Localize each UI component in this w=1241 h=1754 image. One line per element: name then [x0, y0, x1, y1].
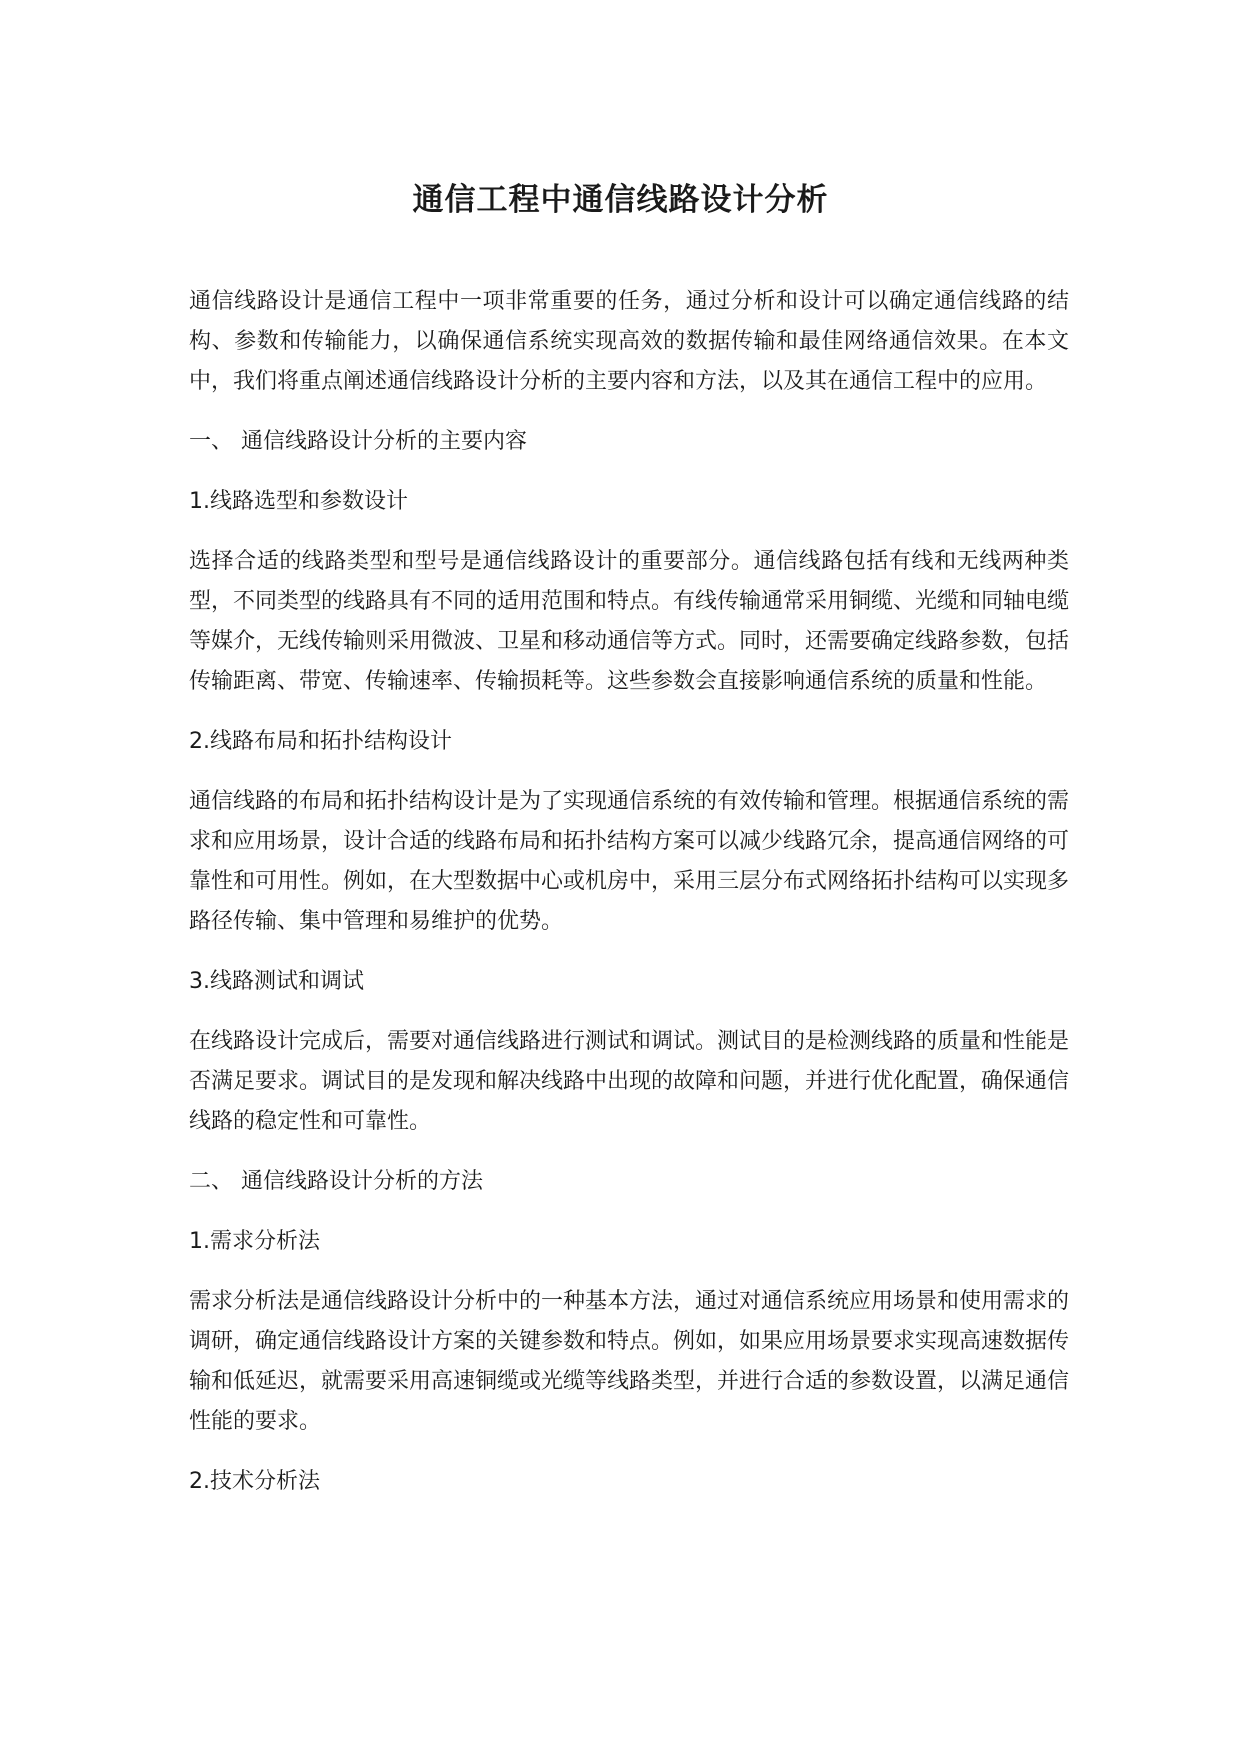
subsection-1-2-body: 通信线路的布局和拓扑结构设计是为了实现通信系统的有效传输和管理。根据通信系统的需求和应用场景，设计合适的线路布局和拓扑结构方案可以减少线路冗余，提高通信网络的可靠性和可用性。例如，在大型数据中心或机房中，采用三层分布式网络拓扑结构可以实现多路径传输、集中管理和易维护的优势。 — [189, 789, 1070, 934]
subsection-2-2-heading: 2.技术分析法 — [189, 1469, 320, 1494]
subsection-2-1-heading: 1.需求分析法 — [189, 1229, 320, 1254]
subsection-1-3-heading: 3.线路测试和调试 — [189, 969, 364, 994]
subsection-1-2-heading: 2.线路布局和拓扑结构设计 — [189, 729, 452, 754]
document-body — [189, 282, 1069, 1502]
section-1-title: 通信线路设计分析的主要内容 — [241, 429, 528, 454]
section-2-number: 二、 — [189, 1169, 234, 1194]
subsection-1-1-body: 选择合适的线路类型和型号是通信线路设计的重要部分。通信线路包括有线和无线两种类型，不同类型的线路具有不同的适用范围和特点。有线传输通常采用铜缆、光缆和同轴电缆等媒介，无线传输则采用微波、卫星和移动通信等方式。同时，还需要确定线路参数，包括传输距离、带宽、传输速率、传输损耗等。这些参数会直接影响通信系统的质量和性能。 — [189, 549, 1070, 694]
subsection-1-1-heading: 1.线路选型和参数设计 — [189, 489, 408, 514]
subsection-2-1-body: 需求分析法是通信线路设计分析中的一种基本方法，通过对通信系统应用场景和使用需求的调研，确定通信线路设计方案的关键参数和特点。例如，如果应用场景要求实现高速数据传输和低延迟，就需要采用高速铜缆或光缆等线路类型，并进行合适的参数设置，以满足通信性能的要求。 — [189, 1289, 1070, 1434]
section-1-heading — [189, 422, 1069, 462]
section-2-title: 通信线路设计分析的方法 — [241, 1169, 484, 1194]
intro-paragraph: 通信线路设计是通信工程中一项非常重要的任务，通过分析和设计可以确定通信线路的结构、参数和传输能力，以确保通信系统实现高效的数据传输和最佳网络通信效果。在本文中，我们将重点阐述通信线路设计分析的主要内容和方法，以及其在通信工程中的应用。 — [189, 289, 1069, 394]
section-1-number: 一、 — [189, 429, 234, 454]
document-title: 通信工程中通信线路设计分析 — [412, 182, 829, 218]
subsection-1-3-body: 在线路设计完成后，需要对通信线路进行测试和调试。测试目的是检测线路的质量和性能是否满足要求。调试目的是发现和解决线路中出现的故障和问题，并进行优化配置，确保通信线路的稳定性和可靠性。 — [189, 1029, 1070, 1134]
section-2-heading — [189, 1162, 1069, 1202]
